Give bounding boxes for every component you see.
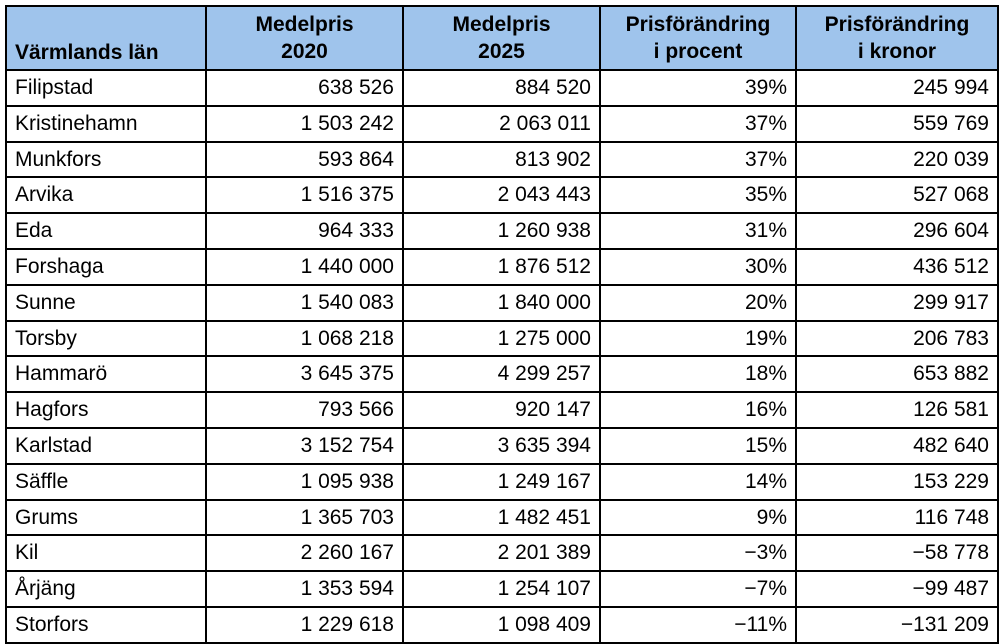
cell-change-percent: 9%: [600, 500, 796, 536]
cell-price-2025: 4 299 257: [403, 356, 600, 392]
table-row: [6, 464, 998, 500]
cell-price-2020: 3 645 375: [206, 356, 403, 392]
header-change-kronor-line-1: Prisförändring: [824, 13, 970, 36]
cell-change-percent: 35%: [600, 177, 796, 213]
header-region: Värmlands län: [6, 6, 206, 70]
cell-price-2020: 1 068 218: [206, 321, 403, 357]
cell-price-2020: 1 229 618: [206, 607, 403, 643]
cell-price-2025: 1 876 512: [403, 249, 600, 285]
cell-municipality: Arvika: [6, 177, 206, 213]
cell-municipality: Karlstad: [6, 428, 206, 464]
cell-change-kronor: 206 783: [796, 321, 998, 357]
house-price-table: [5, 5, 999, 644]
header-change-percent: [600, 6, 796, 70]
cell-municipality: Eda: [6, 213, 206, 249]
cell-price-2025: 2 201 389: [403, 535, 600, 571]
table-row: [6, 142, 998, 178]
cell-change-kronor: 436 512: [796, 249, 998, 285]
cell-change-kronor: −131 209: [796, 607, 998, 643]
cell-change-percent: −7%: [600, 571, 796, 607]
cell-price-2025: 1 098 409: [403, 607, 600, 643]
cell-change-kronor: 559 769: [796, 106, 998, 142]
cell-price-2025: 1 254 107: [403, 571, 600, 607]
header-row: [6, 6, 998, 70]
cell-price-2020: 1 540 083: [206, 285, 403, 321]
cell-price-2020: 1 440 000: [206, 249, 403, 285]
cell-change-percent: 39%: [600, 70, 796, 106]
header-price-2025-line-2: 2025: [478, 40, 525, 63]
cell-price-2025: 813 902: [403, 142, 600, 178]
cell-change-kronor: −58 778: [796, 535, 998, 571]
cell-change-percent: 14%: [600, 464, 796, 500]
cell-price-2020: 1 516 375: [206, 177, 403, 213]
cell-price-2020: 1 353 594: [206, 571, 403, 607]
header-change-percent-line-2: i procent: [653, 40, 743, 63]
table-row: [6, 106, 998, 142]
cell-municipality: Forshaga: [6, 249, 206, 285]
header-price-2025: [403, 6, 600, 70]
cell-municipality: Årjäng: [6, 571, 206, 607]
cell-price-2020: 3 152 754: [206, 428, 403, 464]
cell-price-2025: 1 249 167: [403, 464, 600, 500]
cell-change-kronor: 296 604: [796, 213, 998, 249]
cell-municipality: Sunne: [6, 285, 206, 321]
cell-municipality: Munkfors: [6, 142, 206, 178]
cell-price-2025: 1 840 000: [403, 285, 600, 321]
cell-change-kronor: 220 039: [796, 142, 998, 178]
cell-price-2020: 1 503 242: [206, 106, 403, 142]
table-row: [6, 356, 998, 392]
cell-municipality: Filipstad: [6, 70, 206, 106]
header-change-kronor: [796, 6, 998, 70]
cell-change-percent: 15%: [600, 428, 796, 464]
cell-price-2020: 964 333: [206, 213, 403, 249]
table-row: [6, 321, 998, 357]
cell-price-2025: 3 635 394: [403, 428, 600, 464]
cell-change-percent: 37%: [600, 142, 796, 178]
cell-change-kronor: 153 229: [796, 464, 998, 500]
cell-price-2025: 1 275 000: [403, 321, 600, 357]
cell-change-kronor: 126 581: [796, 392, 998, 428]
table-header: [6, 6, 998, 70]
cell-municipality: Kristinehamn: [6, 106, 206, 142]
cell-price-2020: 638 526: [206, 70, 403, 106]
table-row: [6, 249, 998, 285]
table-row: [6, 177, 998, 213]
cell-price-2025: 920 147: [403, 392, 600, 428]
cell-municipality: Kil: [6, 535, 206, 571]
cell-price-2025: 884 520: [403, 70, 600, 106]
cell-change-percent: −3%: [600, 535, 796, 571]
cell-municipality: Hammarö: [6, 356, 206, 392]
table-row: [6, 607, 998, 643]
cell-price-2025: 1 482 451: [403, 500, 600, 536]
table-row: [6, 500, 998, 536]
cell-change-kronor: 299 917: [796, 285, 998, 321]
table-row: [6, 428, 998, 464]
cell-price-2020: 1 365 703: [206, 500, 403, 536]
cell-price-2025: 1 260 938: [403, 213, 600, 249]
cell-change-kronor: −99 487: [796, 571, 998, 607]
cell-change-percent: 30%: [600, 249, 796, 285]
table-row: [6, 571, 998, 607]
header-price-2020-line-1: Medelpris: [255, 13, 354, 36]
table-row: [6, 392, 998, 428]
cell-municipality: Storfors: [6, 607, 206, 643]
cell-change-kronor: 527 068: [796, 177, 998, 213]
cell-change-percent: 18%: [600, 356, 796, 392]
cell-price-2020: 1 095 938: [206, 464, 403, 500]
table-row: [6, 70, 998, 106]
cell-municipality: Hagfors: [6, 392, 206, 428]
cell-price-2020: 2 260 167: [206, 535, 403, 571]
cell-change-percent: 31%: [600, 213, 796, 249]
header-price-2025-line-1: Medelpris: [452, 13, 551, 36]
cell-price-2020: 793 566: [206, 392, 403, 428]
cell-municipality: Grums: [6, 500, 206, 536]
cell-change-kronor: 116 748: [796, 500, 998, 536]
cell-change-percent: 20%: [600, 285, 796, 321]
cell-change-kronor: 653 882: [796, 356, 998, 392]
cell-price-2020: 593 864: [206, 142, 403, 178]
header-change-percent-line-1: Prisförändring: [625, 13, 771, 36]
header-change-kronor-line-2: i kronor: [857, 40, 937, 63]
cell-change-percent: 16%: [600, 392, 796, 428]
cell-change-percent: 37%: [600, 106, 796, 142]
cell-municipality: Torsby: [6, 321, 206, 357]
table-row: [6, 285, 998, 321]
header-price-2020-line-2: 2020: [281, 40, 328, 63]
cell-change-percent: 19%: [600, 321, 796, 357]
cell-price-2025: 2 043 443: [403, 177, 600, 213]
table-body: [6, 70, 998, 643]
table-row: [6, 213, 998, 249]
cell-change-kronor: 482 640: [796, 428, 998, 464]
table-row: [6, 535, 998, 571]
cell-price-2025: 2 063 011: [403, 106, 600, 142]
cell-change-kronor: 245 994: [796, 70, 998, 106]
header-price-2020: [206, 6, 403, 70]
cell-change-percent: −11%: [600, 607, 796, 643]
cell-municipality: Säffle: [6, 464, 206, 500]
